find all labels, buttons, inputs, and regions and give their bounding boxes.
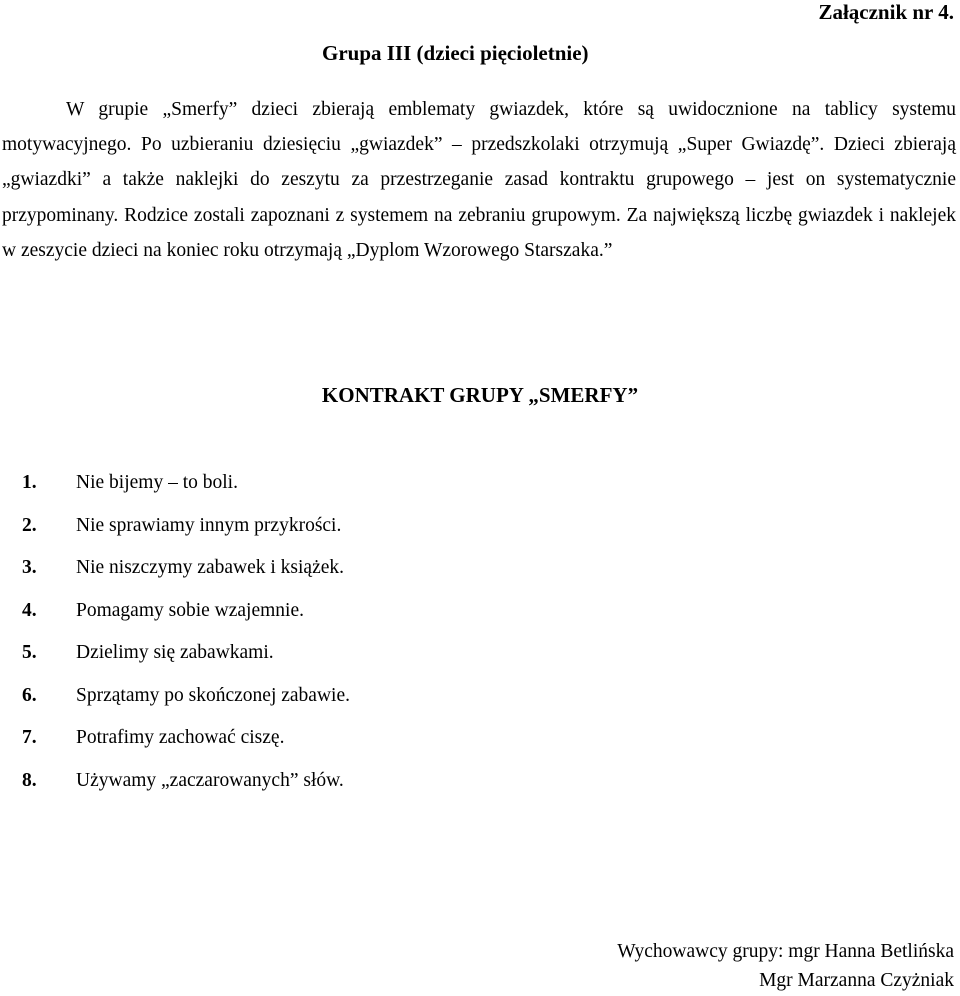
rule-text: Sprzątamy po skończonej zabawie. — [76, 684, 350, 706]
rule-item — [22, 595, 350, 638]
rule-number: 5. — [22, 642, 37, 663]
rule-item — [22, 552, 350, 595]
rule-number: 3. — [22, 557, 37, 578]
rule-item — [22, 722, 350, 765]
rule-text: Dzielimy się zabawkami. — [76, 642, 274, 663]
rule-number: 7. — [22, 727, 37, 748]
rule-item — [22, 637, 350, 680]
rule-item — [22, 680, 350, 723]
contract-rules-list — [22, 467, 350, 807]
rule-text: Używamy „zaczarowanych” słów. — [76, 769, 344, 791]
rule-number: 6. — [22, 684, 37, 706]
contract-title: KONTRAKT GRUPY „SMERFY” — [321, 383, 639, 407]
signature-line-second: Mgr Marzanna Czyżniak — [759, 970, 954, 991]
attachment-label: Załącznik nr 4. — [818, 0, 954, 24]
signature-line-teachers: Wychowawcy grupy: mgr Hanna Betlińska — [617, 941, 954, 962]
rule-number: 4. — [22, 599, 37, 621]
rule-text: Pomagamy sobie wzajemnie. — [76, 599, 304, 621]
rule-text: Potrafimy zachować ciszę. — [76, 727, 285, 748]
rule-number: 8. — [22, 769, 37, 791]
rule-item — [22, 467, 350, 510]
signature-block — [617, 937, 954, 995]
rule-item — [22, 765, 350, 808]
rule-text: Nie niszczymy zabawek i książek. — [76, 557, 345, 578]
intro-paragraph: W grupie „Smerfy” dzieci zbierają emblematy gwiazdek, które są uwidocznione na tablicy systemu motywacyjnego. Po uzbieraniu dziesięciu „gwiazdek” – przedszkolaki otrzymują „Super Gwiazdę”. Dzieci zbierają „gwiazdki” a także naklejki do zeszytu za przestrzeganie zasad kontraktu grupowego – jest on systematycznie przypominany. Rodzice zostali zapoznani z systemem na zebraniu grupowym. Za największą liczbę gwiazdek i naklejek w zeszycie dzieci na koniec roku otrzymają „Dyplom Wzorowego Starszaka.” — [2, 99, 956, 261]
rule-text: Nie sprawiamy innym przykrości. — [76, 514, 342, 536]
rule-number: 2. — [22, 514, 37, 536]
rule-text: Nie bijemy – to boli. — [76, 472, 238, 493]
group-title: Grupa III (dzieci pięcioletnie) — [322, 41, 589, 65]
rule-number: 1. — [22, 472, 37, 493]
rule-item — [22, 510, 350, 553]
